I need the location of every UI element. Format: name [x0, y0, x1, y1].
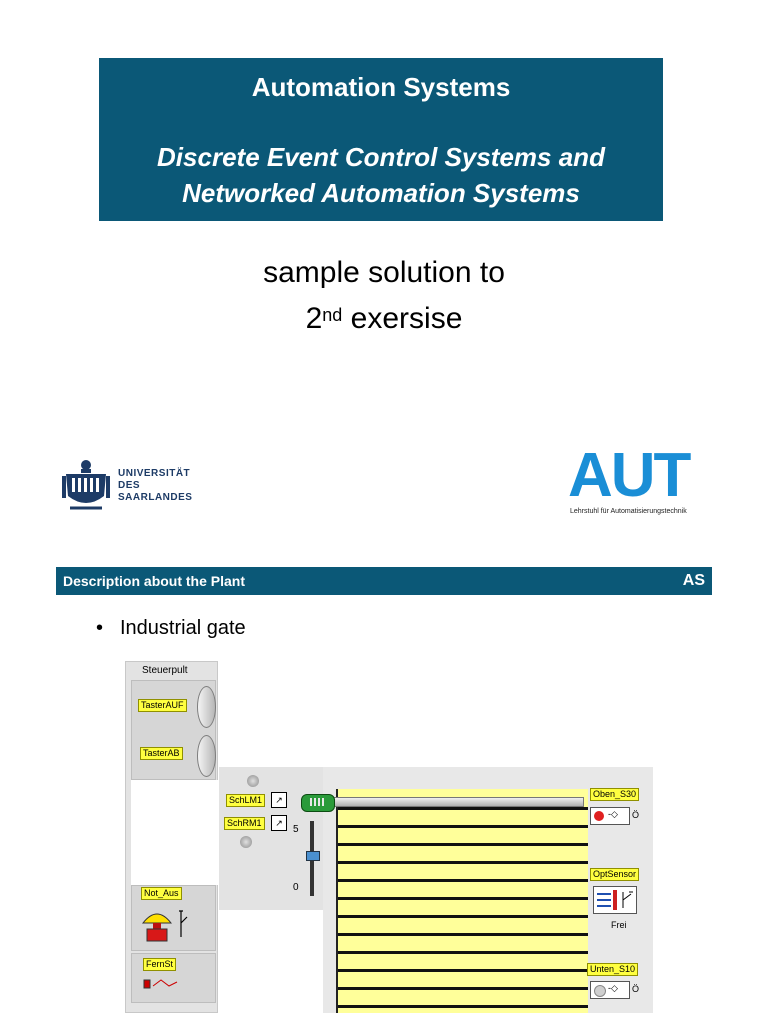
- exercise-number: 2: [305, 302, 323, 335]
- speed-slider-knob[interactable]: [306, 851, 320, 861]
- university-logo: [60, 458, 200, 514]
- not-aus-label: Not_Aus: [141, 887, 182, 900]
- taster-ab-button[interactable]: [197, 735, 216, 777]
- course-subtitle: [99, 139, 663, 211]
- gate-panel: [336, 789, 588, 1013]
- oben-s30-indicator: [590, 807, 630, 825]
- optical-sensor-icon: [593, 886, 637, 914]
- taster-auf-label: TasterAUF: [138, 699, 187, 712]
- university-name-line1: UNIVERSITÄT: [118, 468, 191, 479]
- sch-lm1-switch-icon[interactable]: ↗: [271, 792, 287, 808]
- gate-slat: [338, 843, 588, 846]
- motor-icon: [301, 794, 335, 812]
- unten-s10-indicator: [590, 981, 630, 999]
- opt-sensor-label: OptSensor: [590, 868, 639, 881]
- exercise-word: exersise: [342, 302, 463, 335]
- aut-caption: Lehrstuhl für Automatisierungstechnik: [570, 508, 687, 515]
- gate-slat: [338, 807, 588, 810]
- unten-o-mark: Ö: [632, 984, 640, 994]
- control-blank-area: [131, 780, 219, 885]
- section-tag: AS: [682, 572, 705, 589]
- gate-slat: [338, 1005, 588, 1008]
- emergency-stop-icon[interactable]: [139, 901, 195, 945]
- plant-panel: [125, 661, 655, 1013]
- aut-letters: AUT: [568, 441, 690, 510]
- slide-subtitle: [0, 250, 768, 342]
- oben-o-mark: Ö: [632, 810, 640, 820]
- screw-icon: [240, 836, 252, 848]
- bullet-text: Industrial gate: [120, 617, 246, 639]
- subtitle-line1: sample solution to: [263, 256, 505, 289]
- course-subtitle-line1: Discrete Event Control Systems and: [157, 142, 605, 172]
- gate-slat: [338, 933, 588, 936]
- sch-rm1-label: SchRM1: [224, 817, 265, 830]
- fern-st-label: FernSt: [143, 958, 176, 971]
- oben-s30-label: Oben_S30: [590, 788, 639, 801]
- university-name-line3: SAARLANDES: [118, 492, 193, 503]
- sch-lm1-label: SchLM1: [226, 794, 265, 807]
- gate-slat: [338, 915, 588, 918]
- gate-slat: [338, 987, 588, 990]
- eagle-crest-icon: [60, 458, 112, 514]
- subtitle-line2: [0, 296, 768, 342]
- section-title: Description about the Plant: [63, 573, 246, 589]
- screw-icon: [247, 775, 259, 787]
- mid-blank-area: [219, 910, 327, 1013]
- bullet-dot-icon: •: [96, 617, 104, 639]
- university-name-line2: DES: [118, 480, 141, 491]
- contact-icon: -◇: [608, 983, 618, 993]
- section-header: [56, 567, 712, 595]
- control-desk-title: Steuerpult: [142, 665, 188, 676]
- opt-sensor-state: Frei: [611, 920, 627, 930]
- led-off-icon: [594, 985, 606, 997]
- gate-slat: [338, 861, 588, 864]
- contact-icon: -◇: [608, 809, 618, 819]
- taster-auf-button[interactable]: [197, 686, 216, 728]
- title-box: [99, 58, 663, 221]
- slider-tick-5: 5: [293, 824, 299, 835]
- university-name: [118, 468, 192, 504]
- gate-rail: [330, 797, 584, 807]
- course-subtitle-line2: Networked Automation Systems: [182, 178, 580, 208]
- exercise-ordinal: nd: [322, 305, 343, 325]
- sch-rm1-switch-icon[interactable]: ↗: [271, 815, 287, 831]
- course-title: Automation Systems: [251, 72, 511, 102]
- gate-slat: [338, 951, 588, 954]
- taster-ab-label: TasterAB: [140, 747, 183, 760]
- gate-slat: [338, 897, 588, 900]
- gate-slat: [338, 969, 588, 972]
- gate-slat: [338, 825, 588, 828]
- gate-slat: [338, 879, 588, 882]
- bullet-item: [96, 617, 246, 640]
- led-red-icon: [594, 811, 604, 821]
- aut-logo: [568, 441, 713, 520]
- remote-switch-icon[interactable]: [143, 976, 183, 992]
- unten-s10-label: Unten_S10: [587, 963, 638, 976]
- slider-tick-0: 0: [293, 882, 299, 893]
